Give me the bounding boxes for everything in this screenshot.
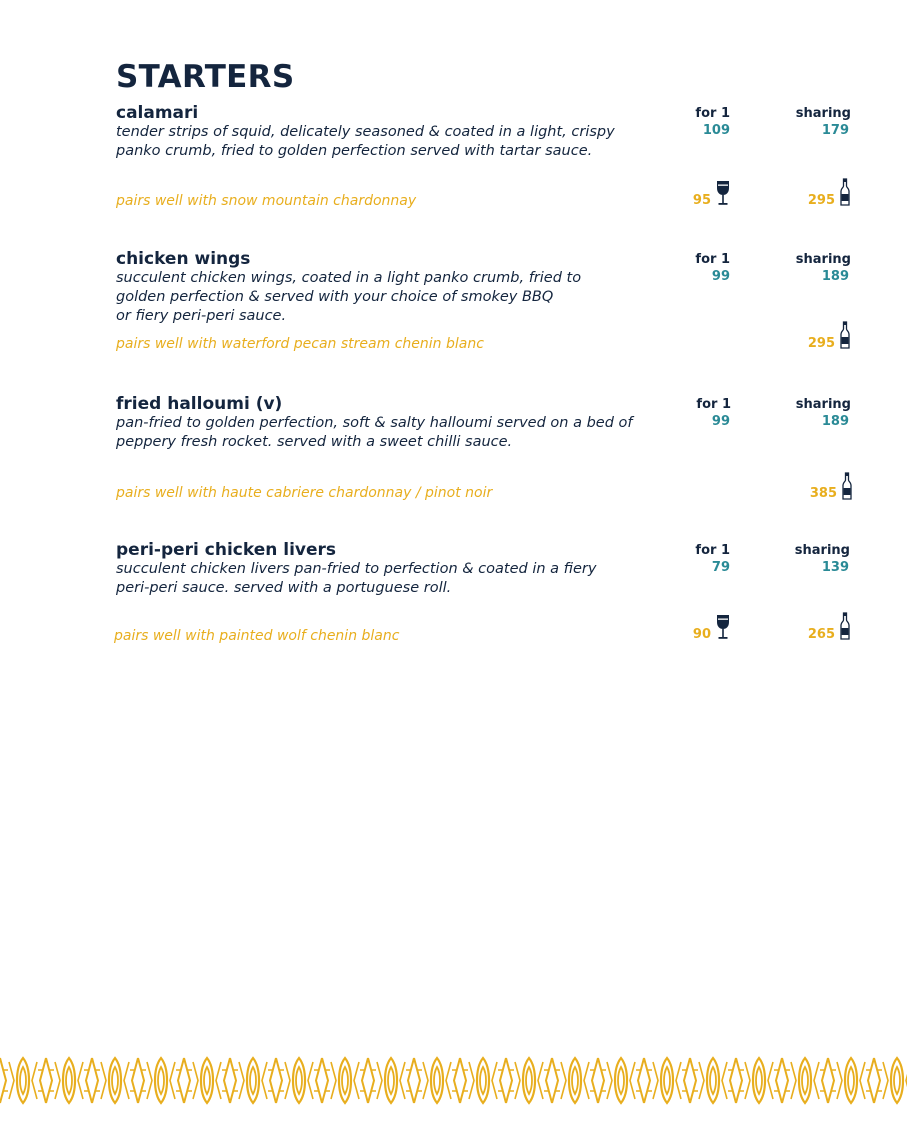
sharing-label: sharing — [795, 106, 851, 121]
for-one-label: for 1 — [696, 397, 731, 412]
description-line: succulent chicken livers pan-fried to perfection & coated in a fiery — [116, 561, 597, 577]
wine-bottle-icon — [840, 612, 850, 640]
wine-glass-icon — [716, 180, 730, 206]
item-description — [116, 560, 691, 598]
sharing-label: sharing — [794, 543, 850, 558]
glass-price: 90 — [692, 627, 711, 642]
description-line: tender strips of squid, delicately seasoned & coated in a light, crispy — [116, 124, 615, 140]
menu-item-peri-peri-chicken-livers — [116, 540, 856, 650]
bottle-price: 265 — [807, 627, 835, 642]
wine-glass-icon — [716, 614, 730, 640]
description-line: golden perfection & served with your choice of smokey BBQ — [116, 289, 554, 305]
price-sharing: 189 — [821, 414, 849, 429]
for-one-label: for 1 — [695, 106, 730, 121]
pattern-border — [0, 1056, 907, 1105]
item-description — [116, 414, 696, 452]
menu-item-fried-halloumi — [116, 394, 856, 504]
bottle-price: 295 — [807, 193, 835, 208]
bottle-price: 385 — [809, 486, 837, 501]
item-description — [116, 269, 691, 326]
description-line: panko crumb, fried to golden perfection served with tartar sauce. — [116, 143, 593, 159]
for-one-label: for 1 — [695, 252, 730, 267]
price-for-one: 109 — [702, 123, 730, 138]
description-line: pan-fried to golden perfection, soft & salty halloumi served on a bed of — [116, 415, 633, 431]
price-for-one: 79 — [711, 560, 730, 575]
menu-item-chicken-wings — [116, 249, 856, 359]
for-one-label: for 1 — [695, 543, 730, 558]
sharing-label: sharing — [795, 252, 851, 267]
description-line: peri-peri sauce. served with a portuguese roll. — [116, 580, 452, 596]
price-sharing: 139 — [821, 560, 849, 575]
price-sharing: 179 — [821, 123, 849, 138]
bottle-price: 295 — [807, 336, 835, 351]
item-name: calamari — [116, 103, 199, 123]
wine-pairing: pairs well with haute cabriere chardonnay / pinot noir — [116, 485, 493, 501]
price-for-one: 99 — [711, 414, 730, 429]
item-name: chicken wings — [116, 249, 251, 269]
description-line: or fiery peri-peri sauce. — [116, 308, 287, 324]
wine-bottle-icon — [842, 472, 852, 500]
wine-bottle-icon — [840, 321, 850, 349]
wine-pairing: pairs well with waterford pecan stream chenin blanc — [116, 336, 484, 352]
description-line: peppery fresh rocket. served with a sweet chilli sauce. — [116, 434, 513, 450]
page-title: STARTERS — [116, 59, 295, 95]
item-description — [116, 123, 691, 161]
item-name: fried halloumi (v) — [116, 394, 283, 414]
price-for-one: 99 — [711, 269, 730, 284]
glass-price: 95 — [692, 193, 711, 208]
menu-item-calamari — [116, 103, 856, 213]
description-line: succulent chicken wings, coated in a light panko crumb, fried to — [116, 270, 582, 286]
wine-bottle-icon — [840, 178, 850, 206]
wine-pairing: pairs well with snow mountain chardonnay — [116, 193, 417, 209]
sharing-label: sharing — [795, 397, 851, 412]
wine-pairing: pairs well with painted wolf chenin blanc — [114, 628, 400, 644]
price-sharing: 189 — [821, 269, 849, 284]
item-name: peri-peri chicken livers — [116, 540, 337, 560]
